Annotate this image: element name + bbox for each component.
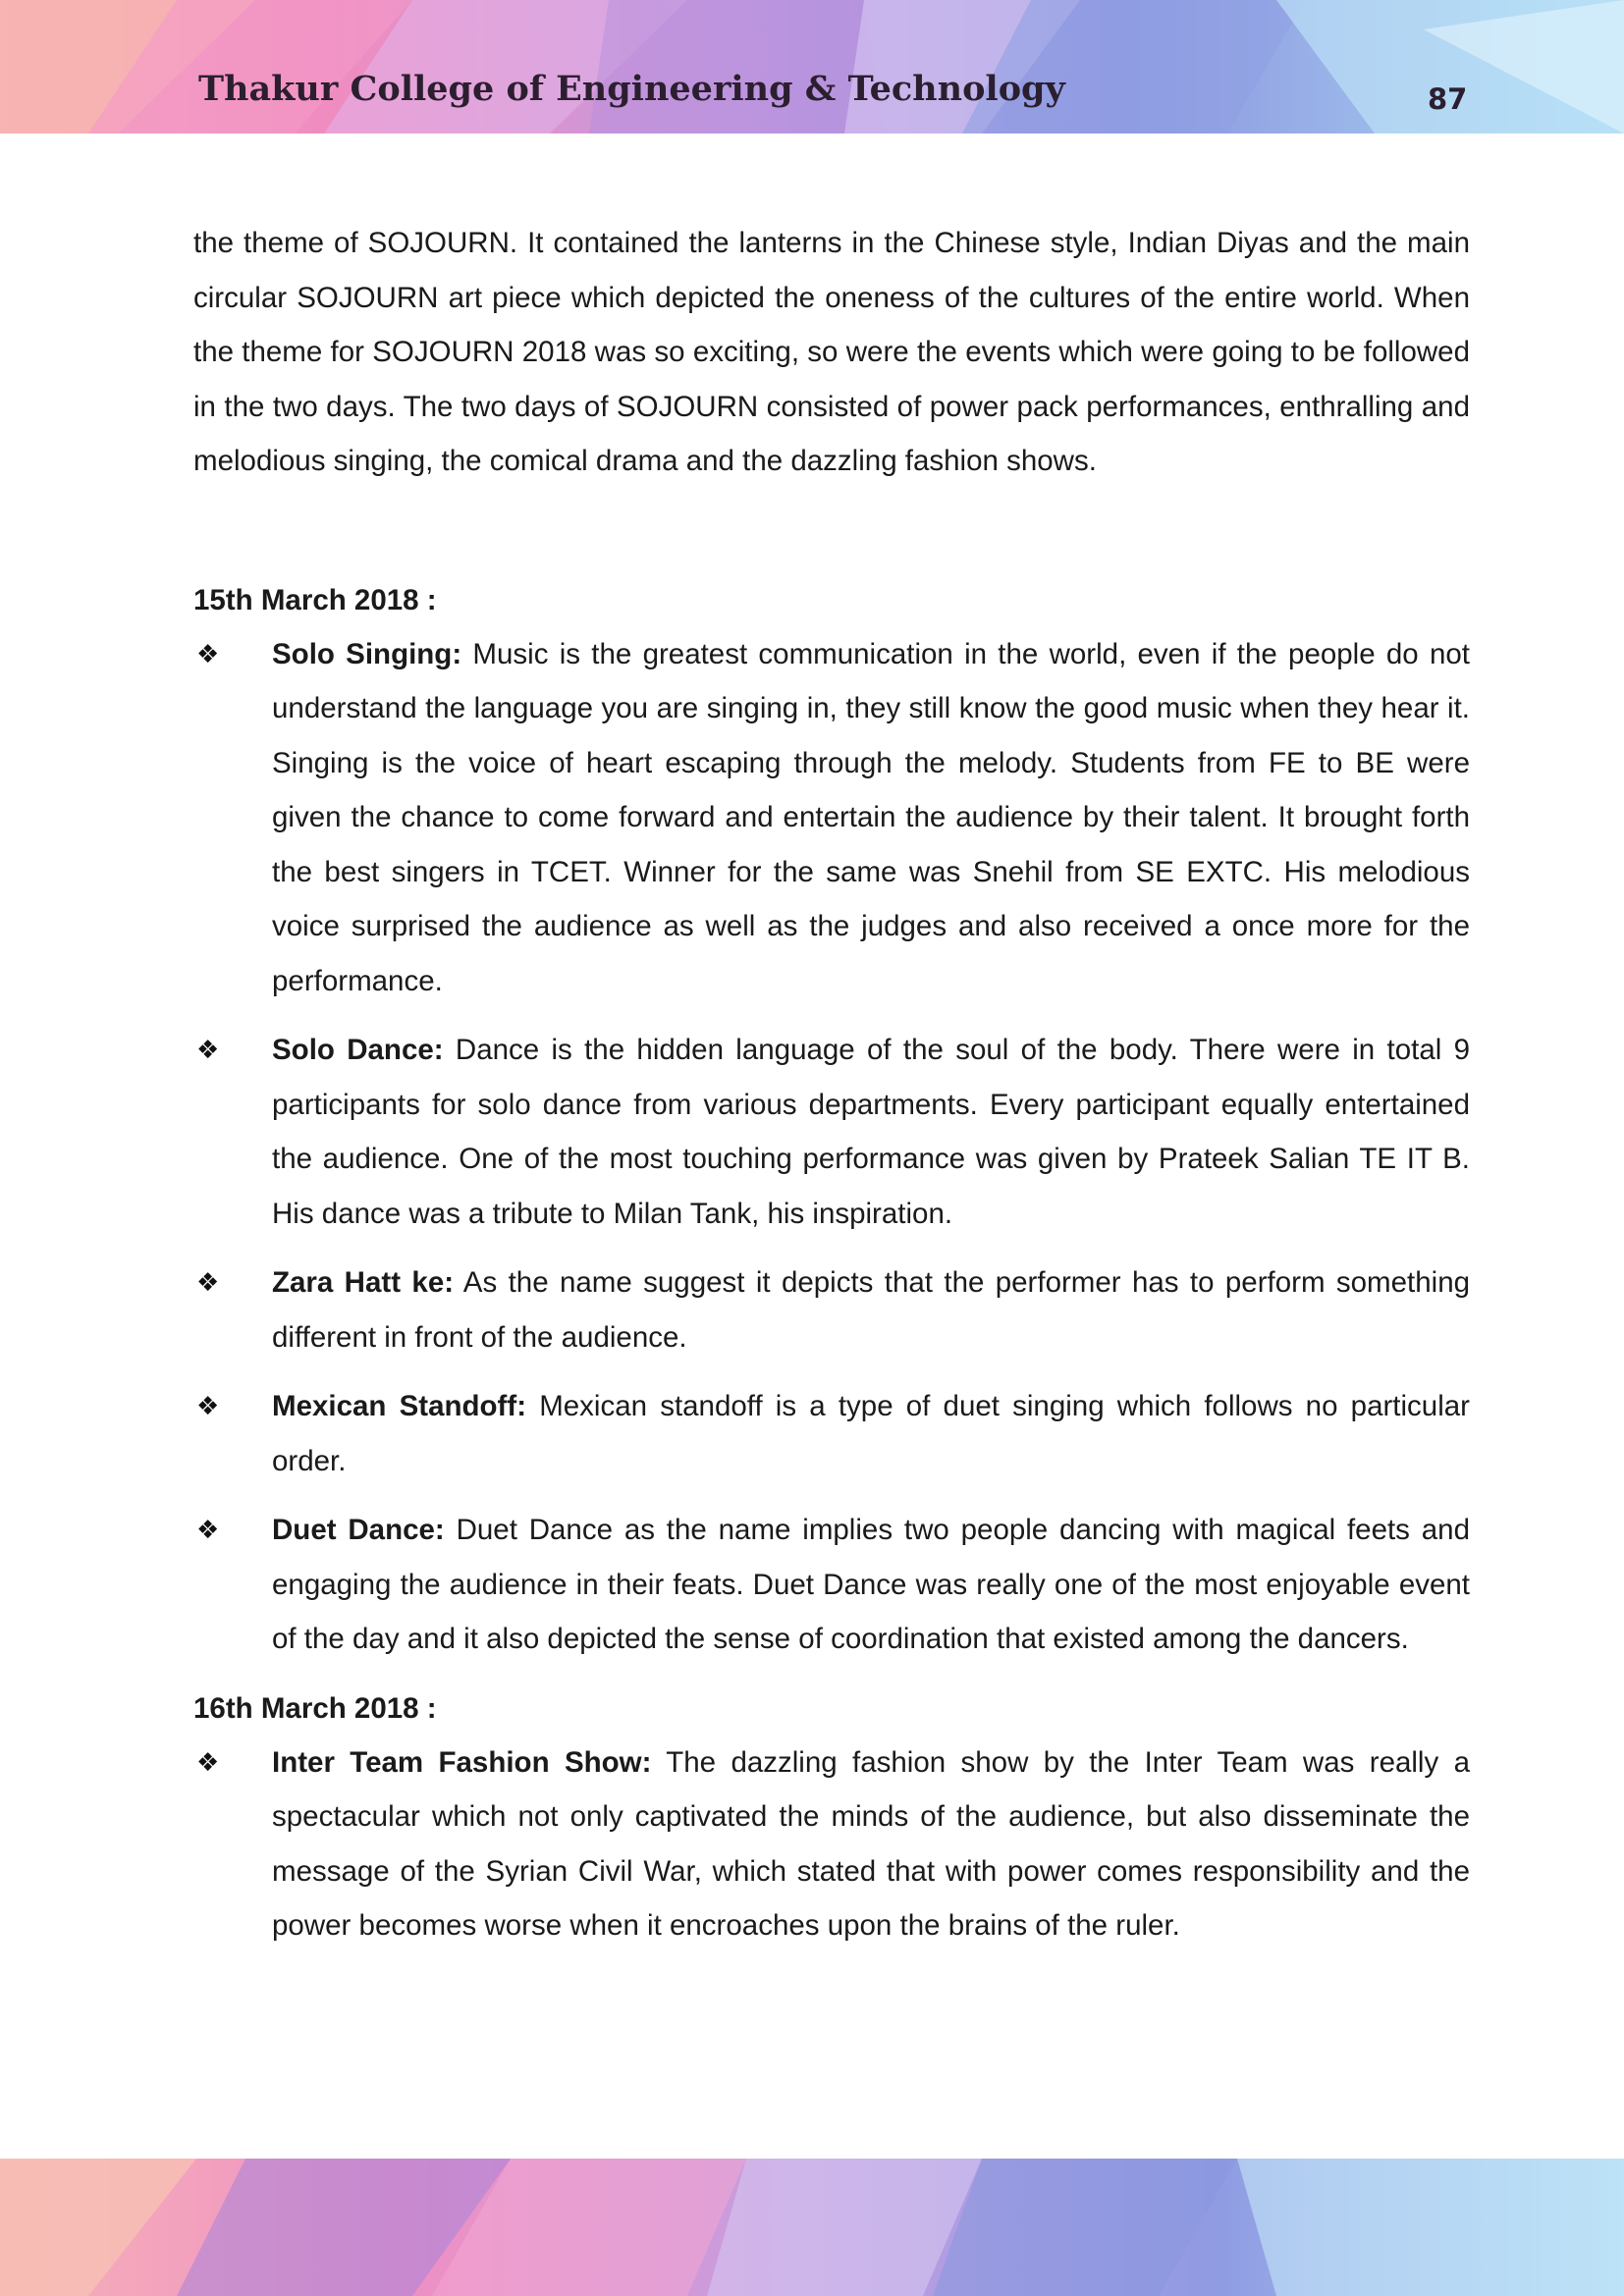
section-heading: 16th March 2018 : [193, 1691, 437, 1725]
bullet-term: Zara Hatt ke: [272, 1266, 455, 1299]
bullet-list [193, 1735, 1470, 1953]
list-item [193, 627, 1470, 1009]
bullet-term: Solo Singing: [272, 637, 462, 670]
list-item [193, 1255, 1470, 1364]
list-item [193, 1379, 1470, 1488]
section-15-march [193, 573, 1470, 1667]
bullet-text: As the name suggest it depicts that the performer has to perform something different in front of the audience. [272, 1266, 1471, 1354]
four-diamond-bullet-icon: ❖ [196, 1515, 220, 1544]
bullet-text: Music is the greatest communication in the world, even if the people do not understand the language you are singing in, they still know the good music when they hear it. Singing is the voice of heart escaping through the melody. Students from FE to BE were given the chance to come forward and entertain the audience by their talent. It brought forth the best singers in TCET. Winner for the same was Snehil from SE EXTC. His melodious voice surprised the audience as well as the judges and also received a once more for the performance. [272, 637, 1470, 997]
list-item [193, 1735, 1470, 1953]
list-item [193, 1503, 1470, 1667]
section-16-march [193, 1682, 1470, 1953]
bullet-text: Duet Dance as the name implies two people dancing with magical feets and engaging the audience in their feats. Duet Dance was really one of the most enjoyable event of the day and it also depicted the sense of coordination that existed among the dancers. [272, 1514, 1470, 1655]
bullet-term: Solo Dance: [272, 1034, 444, 1066]
four-diamond-bullet-icon: ❖ [196, 638, 220, 668]
intro-paragraph: the theme of SOJOURN. It contained the lanterns in the Chinese style, Indian Diyas and the main circular SOJOURN art piece which depicted the oneness of the cultures of the entire world. When the theme for SOJOURN 2018 was so exciting, so were the events which were going to be followed in the two days. The two days of SOJOURN consisted of power pack performances, enthralling and melodious singing, the comical drama and the dazzling fashion shows. [193, 227, 1470, 477]
bullet-text: Dance is the hidden language of the soul of the body. There were in total 9 participants for solo dance from various departments. Every participant equally entertained the audience. One of the most touching performance was given by Prateek Salian TE IT B. His dance was a tribute to Milan Tank, his inspiration. [272, 1034, 1470, 1230]
four-diamond-bullet-icon: ❖ [196, 1267, 220, 1297]
bullet-text: The dazzling fashion show by the Inter Team was really a spectacular which not only captivated the minds of the audience, but also disseminate the message of the Syrian Civil War, which stated that with power comes responsibility and the power becomes worse when it encroaches upon the brains of the ruler. [272, 1745, 1470, 1942]
list-item [193, 1023, 1470, 1241]
header-banner [0, 0, 1624, 133]
footer-background-art [0, 2159, 1624, 2296]
bullet-term: Mexican Standoff: [272, 1390, 527, 1422]
four-diamond-bullet-icon: ❖ [196, 1035, 220, 1064]
section-heading: 15th March 2018 : [193, 583, 437, 616]
page-content [193, 216, 1470, 1968]
header-title: Thakur College of Engineering & Technology [198, 69, 1065, 109]
footer-banner [0, 2159, 1624, 2296]
bullet-list [193, 627, 1470, 1667]
page-number: 87 [1428, 82, 1468, 116]
four-diamond-bullet-icon: ❖ [196, 1746, 220, 1777]
bullet-term: Inter Team Fashion Show: [272, 1745, 652, 1779]
banner-background-art [0, 0, 1624, 133]
four-diamond-bullet-icon: ❖ [196, 1391, 220, 1420]
bullet-term: Duet Dance: [272, 1514, 445, 1546]
bullet-text: Mexican standoff is a type of duet singing which follows no particular order. [272, 1390, 1470, 1477]
